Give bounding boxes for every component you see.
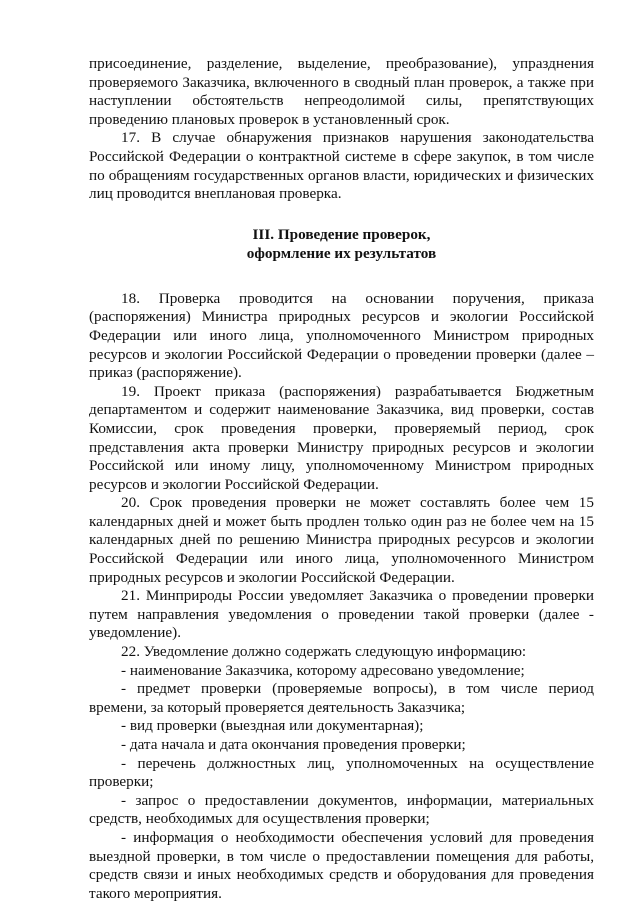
- list-item: - перечень должностных лиц, уполномоченных на осуществление проверки;: [89, 754, 594, 791]
- section-title-line-1: III. Проведение проверок,: [252, 225, 431, 243]
- list-item: - дата начала и дата окончания проведения проверки;: [121, 736, 466, 753]
- list-item: - вид проверки (выездная или документарная);: [121, 717, 424, 735]
- paragraph-19: 19. Проект приказа (распоряжения) разрабатывается Бюджетным департаментом и содержит наименование Заказчика, вид проверки, состав Комиссии, срок проведения проверки, проверяемый период, срок представления акта проверки Министру природных ресурсов и экологии Российской или иному лицу, уполномоченному Министром природных ресурсов и экологии Российской Федерации.: [89, 382, 594, 493]
- paragraph-22: 22. Уведомление должно содержать следующую информацию:: [121, 643, 527, 661]
- paragraph-20: 20. Срок проведения проверки не может составлять более чем 15 календарных дней и может быть продлен только один раз не более чем на 15 календарных дней по решению Министра природных ресурсов и экологии Российской Федерации или иного лица, уполномоченного Министром природных ресурсов и экологии Российской Федерации.: [89, 494, 594, 586]
- paragraph-18: 18. Проверка проводится на основании поручения, приказа (распоряжения) Министра природных ресурсов и экологии Российской Федерации или иного лица, уполномоченного Министром природных ресурсов и экологии Российской Федерации о проведении проверки (далее – приказ (распоряжение).: [89, 289, 594, 382]
- paragraph-17: 17. В случае обнаружения признаков нарушения законодательства Российской Федерации о контрактной системе в сфере закупок, в том числе по обращениям государственных органов власти, юридических и физических лиц проводится внеплановая проверка.: [89, 129, 594, 203]
- section-title-line-2: оформление их результатов: [246, 244, 437, 262]
- list-item: - запрос о предоставлении документов, информации, материальных средств, необходимых для осуществления проверки;: [89, 791, 594, 828]
- section-heading: [89, 225, 594, 263]
- continuation-paragraph: присоединение, разделение, выделение, преобразование), упразднения проверяемого Заказчика, включенного в сводный план проверок, а также при наступлении обстоятельств непреодолимой силы, препятствующих проведению плановых проверок в установленный срок.: [89, 55, 594, 128]
- paragraph-21: 21. Минприроды России уведомляет Заказчика о проведении проверки путем направления уведомления о проведении такой проверки (далее - уведомление).: [89, 587, 594, 642]
- list-item: - информация о необходимости обеспечения условий для проведения выездной проверки, в том числе о предоставлении помещения для работы, средств связи и иных необходимых средств и оборудования для проведения такого мероприятия.: [89, 828, 594, 902]
- list-item: - наименование Заказчика, которому адресовано уведомление;: [121, 661, 525, 679]
- list-item: - предмет проверки (проверяемые вопросы), в том числе период времени, за который проверяется деятельность Заказчика;: [89, 680, 594, 716]
